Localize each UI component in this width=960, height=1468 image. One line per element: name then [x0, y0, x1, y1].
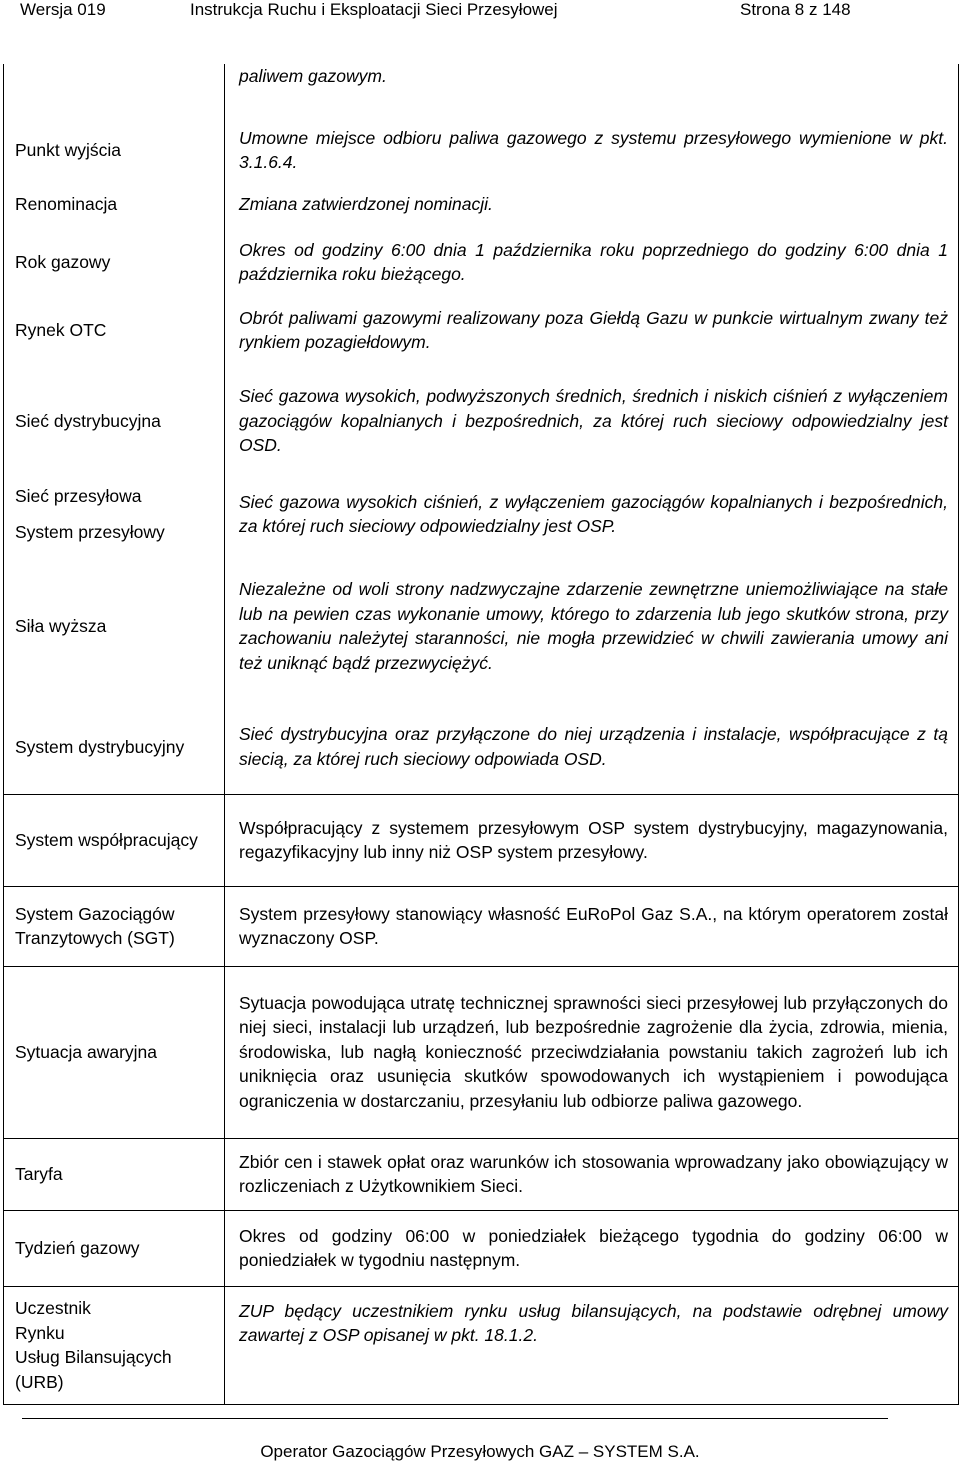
page-footer: Operator Gazociągów Przesyłowych GAZ – SYSTEM S.A.: [260, 1442, 700, 1461]
definition-cell: paliwem gazowym.: [239, 66, 387, 86]
term-cell: Taryfa: [4, 1138, 225, 1210]
term-cell: Sytuacja awaryjna: [4, 966, 225, 1138]
term-cell: Tydzień gazowy: [4, 1210, 225, 1286]
definition-row: [4, 122, 959, 178]
definition-cell: ZUP będący uczestnikiem rynku usług bilansujących, na podstawie odrębnej umowy zawartej z OSP opisanej w pkt. 18.1.2.: [225, 1286, 959, 1404]
term-cell: Rynek OTC: [4, 294, 225, 366]
definition-row: [4, 64, 959, 122]
version-label: Wersja 019: [20, 0, 106, 19]
definition-row: [4, 230, 959, 294]
definition-cell: Sieć gazowa wysokich ciśnień, z wyłączeniem gazociągów kopalnianych i bezpośrednich, za której ruch sieciowy odpowiedzialny jest OSP.: [239, 491, 948, 536]
term-cell: [4, 476, 225, 552]
definition-cell: Współpracujący z systemem przesyłowym OSP system dystrybucyjny, magazynowania, regazyfikacyjny lub inny niż OSP system przesyłowy.: [225, 794, 959, 886]
definition-cell: Umowne miejsce odbioru paliwa gazowego z systemu przesyłowego wymienione w pkt. 3.1.6.4.: [239, 127, 948, 172]
definition-row: [4, 178, 959, 230]
footer-divider: [22, 1418, 888, 1419]
definition-cell: Okres od godziny 06:00 w poniedziałek bieżącego tygodnia do godziny 06:00 w poniedziałek w tygodniu następnym.: [225, 1210, 959, 1286]
term-line: System przesyłowy: [15, 522, 165, 542]
term-cell: [4, 64, 225, 122]
definition-cell: Sieć gazowa wysokich, podwyższonych średnich, średnich i niskich ciśnień z wyłączeniem gazociągów kopalnianych i bezpośrednich, za której ruch sieciowy odpowiedzialny jest OSD.: [239, 386, 948, 456]
definition-cell: Niezależne od woli strony nadzwyczajne zdarzenie zewnętrzne uniemożliwiające na stałe lub na pewien czas wykonanie umowy, którego to zdarzenia lub jego skutków strona, przy zachowaniu należytej staranności, nie mogła przewidzieć w chwili zawierania umowy ani też uniknąć bądź przezwyciężyć.: [239, 579, 948, 673]
definitions-table: [3, 64, 959, 1405]
definition-cell: Okres od godziny 6:00 dnia 1 października roku poprzedniego do godziny 6:00 dnia 1 października roku bieżącego.: [239, 239, 948, 284]
term-cell: System dystrybucyjny: [4, 700, 225, 794]
definition-row: [4, 1210, 959, 1286]
term-cell: System Gazociągów Tranzytowych (SGT): [4, 886, 225, 966]
definition-row: [4, 886, 959, 966]
definition-cell: Zmiana zatwierdzonej nominacji.: [239, 193, 493, 214]
term-line: Sieć przesyłowa: [15, 485, 142, 506]
definition-cell: Obrót paliwami gazowymi realizowany poza Giełdą Gazu w punkcie wirtualnym zwany też rynkiem pozagiełdowym.: [239, 307, 948, 352]
definition-cell: Zbiór cen i stawek opłat oraz warunków ich stosowania wprowadzany jako obowiązujący w rozliczeniach z Użytkownikiem Sieci.: [225, 1138, 959, 1210]
term-cell: Uczestnik Rynku Usług Bilansujących (URB): [4, 1286, 225, 1404]
definition-cell: Sieć dystrybucyjna oraz przyłączone do niej urządzenia i instalacje, współpracujące z tą siecią, za której ruch sieciowy odpowiada OSD.: [239, 724, 948, 769]
term-cell: Punkt wyjścia: [4, 122, 225, 178]
definition-cell: System przesyłowy stanowiący własność EuRoPol Gaz S.A., na którym operatorem został wyznaczony OSP.: [225, 886, 959, 966]
definition-cell: Sytuacja powodująca utratę technicznej sprawności sieci przesyłowej lub przyłączonych do niej sieci, instalacji lub urządzeń, lub bezpośrednie zagrożenie dla życia, zdrowia, mienia, środowiska, lub nagłą konieczność przeciwdziałania powstaniu takich zagrożeń lub ich uniknięcia oraz usunięcia skutków spowodowanych ich wystąpieniem i powodująca ograniczenia w dostarczaniu, przesyłaniu lub odbiorze paliwa gazowego.: [225, 966, 959, 1138]
term-cell: Renominacja: [4, 178, 225, 230]
definition-row: [4, 294, 959, 366]
definition-row: [4, 552, 959, 700]
term-cell: Siła wyższa: [4, 552, 225, 700]
definition-row: [4, 476, 959, 552]
definition-row: [4, 966, 959, 1138]
definition-row: [4, 366, 959, 476]
definition-row: [4, 1286, 959, 1404]
definition-row: [4, 700, 959, 794]
definition-row: [4, 794, 959, 886]
page-header: [0, 0, 960, 30]
term-cell: Rok gazowy: [4, 230, 225, 294]
document-title: Instrukcja Ruchu i Eksploatacji Sieci Przesyłowej: [190, 0, 558, 19]
term-cell: Sieć dystrybucyjna: [4, 366, 225, 476]
term-cell: System współpracujący: [4, 794, 225, 886]
definition-row: [4, 1138, 959, 1210]
page-number: Strona 8 z 148: [740, 0, 851, 19]
